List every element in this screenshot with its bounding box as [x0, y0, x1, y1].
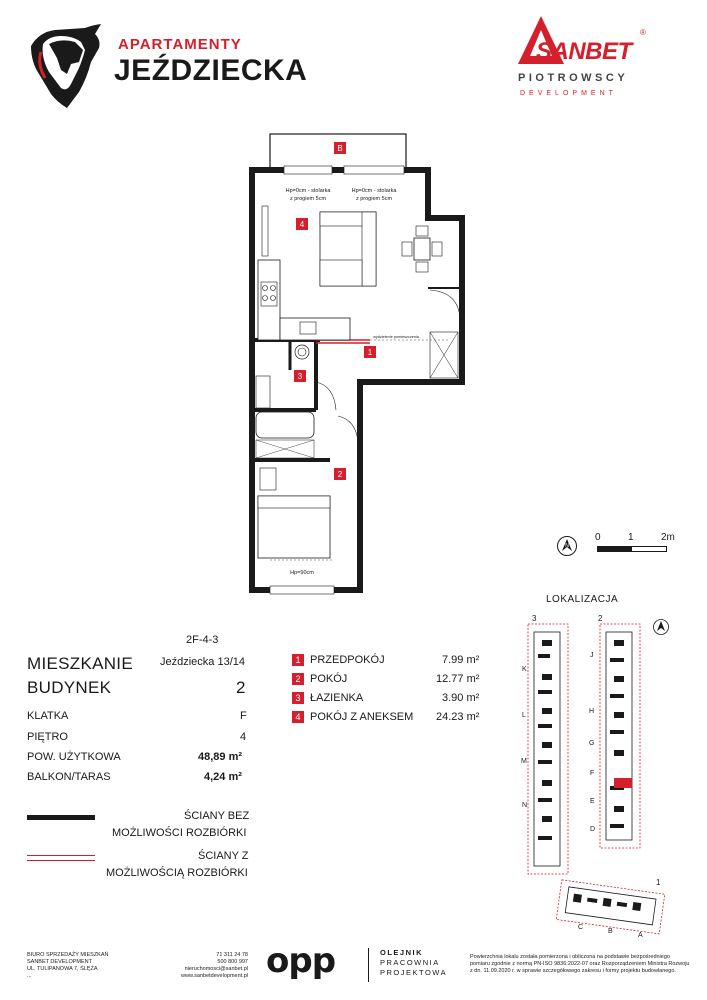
logo-title: JEŹDZIECKA [114, 54, 308, 87]
opp-line-2: PRACOWNIA [380, 958, 440, 967]
room-number: 3 [292, 692, 304, 704]
phone-2: 500 800 997 [217, 959, 248, 965]
area-note [470, 954, 700, 975]
note-line-3: z dn. 11.09.2020 r. w sprawie szczegółowego zakresu i formy projektu budowlanego. [470, 968, 676, 974]
room-row [292, 711, 492, 723]
klatka-n: N [522, 802, 528, 809]
compass-icon [556, 535, 578, 557]
klatka-f: F [590, 770, 595, 777]
opp-line-3: PROJEKTOWA [380, 968, 448, 977]
opp-logo: opp [266, 941, 336, 981]
phone-1: 71 311 24 78 [216, 952, 248, 958]
legend-wall1-b: MOŻLIWOŚCI ROZBIÓRKI [112, 827, 247, 839]
klatka-e: E [590, 798, 595, 805]
wall-red-swatch [27, 855, 95, 861]
room-name: POKÓJ Z ANEKSEM [310, 711, 414, 723]
window-note-1a: Hp=0cm - stolarka [285, 188, 331, 194]
balkon-label: BALKON/TARAS [27, 771, 111, 783]
pow-value: 48,89 m² [198, 751, 243, 763]
room1-marker: 1 [367, 348, 373, 357]
room-name: ŁAZIENKA [310, 692, 364, 704]
developer-sub1: PIOTROWSCY [518, 72, 629, 84]
room-row [292, 692, 492, 704]
developer-logo [510, 14, 660, 104]
office-line-1: BIURO SPRZEDAŻY MIESZKAŃ [27, 952, 109, 958]
svg-text:N: N [565, 543, 569, 549]
brand-logo [27, 22, 317, 112]
apartment-highlight [614, 778, 632, 788]
room-row [292, 673, 492, 685]
window-note-1b: z progiem 5cm [289, 196, 327, 202]
room2-marker: 2 [337, 470, 343, 479]
registered-mark: ® [640, 28, 646, 37]
room3-marker: 3 [297, 372, 303, 381]
office-line-2: SANBET DEVELOPMENT [27, 959, 92, 965]
pietro-label: PIĘTRO [27, 731, 68, 743]
legend-wall1-a: ŚCIANY BEZ [184, 810, 250, 822]
building2-label: 2 [598, 614, 603, 623]
window-note-2a: Hp=0cm - stolarka [351, 188, 397, 194]
klatka-a: A [638, 932, 643, 939]
budynek-label: BUDYNEK [27, 678, 112, 697]
klatka-l: L [522, 712, 526, 719]
balkon-value: 4,24 m² [204, 771, 242, 783]
room-name: POKÓJ [310, 673, 348, 685]
mieszkanie-label: MIESZKANIE [27, 654, 133, 673]
room-area: 7.99 m² [442, 654, 480, 666]
horse-logo-icon [27, 22, 109, 110]
room-number: 4 [292, 711, 304, 723]
opp-text [380, 948, 447, 978]
pow-label: POW. UŻYTKOWA [27, 751, 121, 763]
scale-2: 2m [661, 532, 675, 543]
budynek-value: 2 [236, 678, 246, 697]
room-area: 12.77 m² [436, 673, 480, 685]
legend-wall2-a: ŚCIANY Z [198, 850, 249, 862]
klatka-d: D [590, 826, 596, 833]
note-line-2: pomiaru zgodnie z normą PN-ISO 9836:2022-07 oraz Rozporządzeniem Ministra Rozwoju [470, 961, 690, 967]
scale-0: 0 [595, 532, 601, 543]
note-line-1: Powierzchnia lokalu została pomierzona i obliczona na podstawie bezpośredniego [470, 954, 670, 960]
developer-name: SANBET [536, 38, 632, 65]
bathtub [256, 412, 314, 438]
klatka-k: K [522, 666, 527, 673]
location-title: LOKALIZACJA [546, 594, 619, 605]
floor-plan [230, 120, 480, 610]
location-map [514, 610, 694, 950]
address: Jeździecka 13/14 [160, 656, 245, 668]
developer-sub2: DEVELOPMENT [520, 90, 617, 97]
contact-info [148, 952, 248, 980]
window-note-2b: z progiem 5cm [355, 196, 393, 202]
office-line-3: UL. TULIPANOWA 7, ŚLĘŻA [27, 966, 98, 972]
klatka-label: KLATKA [27, 710, 69, 722]
scale-bar [595, 532, 695, 562]
building1-label: 1 [656, 878, 661, 887]
room-number: 1 [292, 654, 304, 666]
room-area: 3.90 m² [442, 692, 480, 704]
dining-table [414, 238, 430, 260]
office-line-4: ... [27, 973, 32, 979]
window-note-3: Hp=90cm [290, 570, 314, 576]
room-number: 2 [292, 673, 304, 685]
balcony-marker-label: B [337, 144, 343, 153]
klatka-j: J [590, 652, 594, 659]
klatka-h: H [589, 708, 595, 715]
room-row [292, 654, 492, 666]
room-name: PRZEDPOKÓJ [310, 654, 385, 666]
klatka-b: B [608, 928, 613, 935]
pietro-value: 4 [240, 731, 247, 743]
opp-line-1: OLEJNIK [380, 948, 424, 957]
wall-solid-swatch [27, 815, 95, 820]
klatka-g: G [589, 740, 595, 747]
apartment-code: 2F-4-3 [186, 634, 219, 646]
opp-divider [368, 948, 369, 982]
building3-label: 3 [532, 614, 537, 623]
website: www.sanbetdevelopment.pl [181, 973, 248, 979]
kitchen-note: wydzielenie pomieszczenia [373, 335, 419, 339]
klatka-c: C [578, 924, 584, 931]
klatka-m: M [521, 758, 527, 765]
klatka-value: F [240, 710, 247, 722]
email: nieruchomosci@sanbet.pl [184, 966, 248, 972]
logo-subtitle: APARTAMENTY [118, 36, 242, 53]
scale-1: 1 [628, 532, 634, 543]
legend-wall2-b: MOŻLIWOŚCIĄ ROZBIÓRKI [106, 867, 248, 879]
room-area: 24.23 m² [436, 711, 480, 723]
room4-marker: 4 [299, 220, 305, 229]
